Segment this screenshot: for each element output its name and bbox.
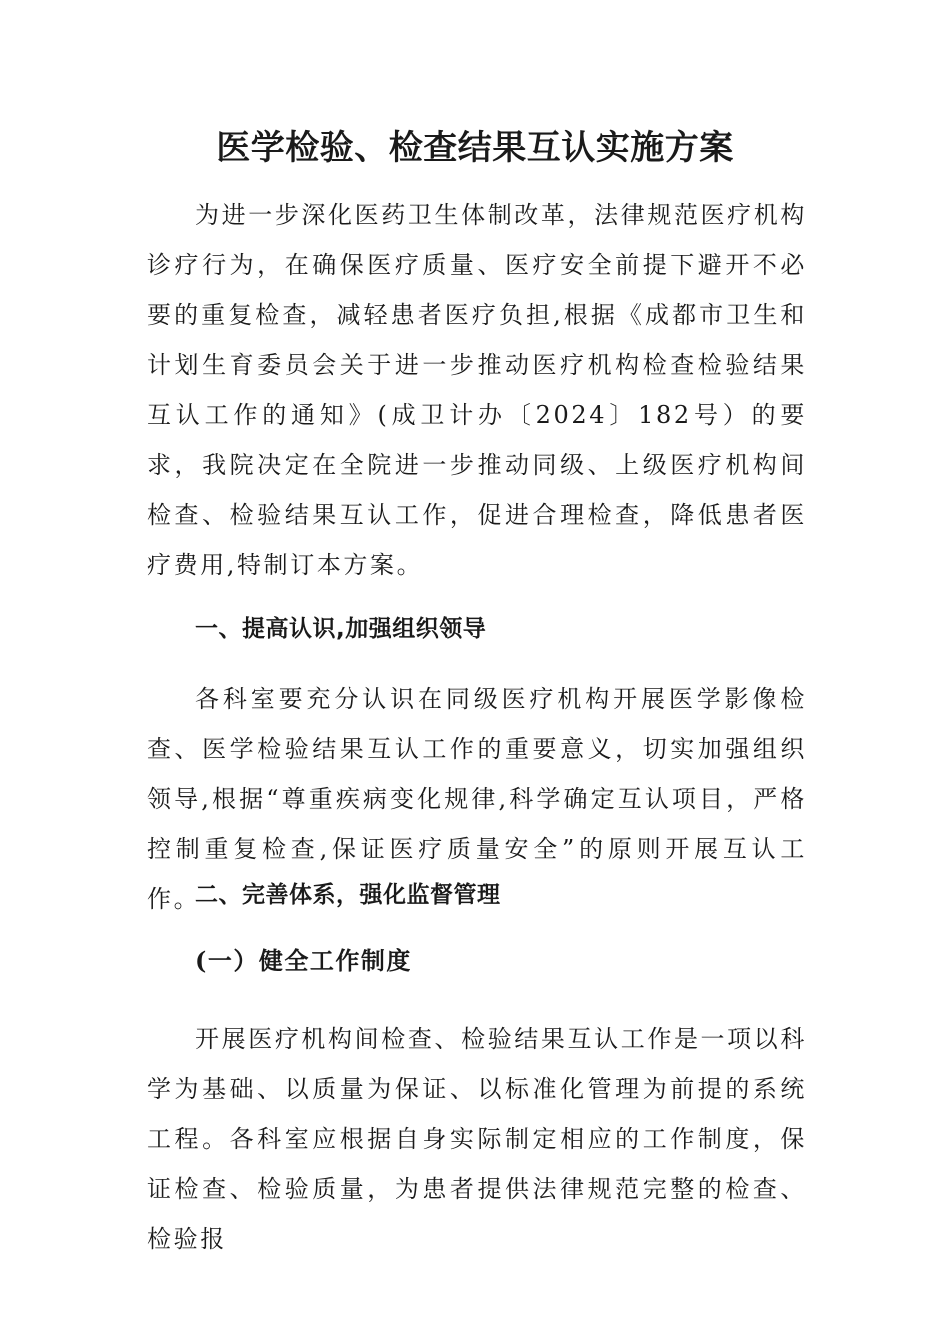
section-1-heading: 一、提高认识,加强组织领导 — [195, 616, 487, 642]
subsection-2-1-paragraph: 开展医疗机构间检查、检验结果互认工作是一项以科学为基础、以质量为保证、以标准化管理为前提的系统工程。各科室应根据自身实际制定相应的工作制度，保证检查、检验质量，为患者提供法律规范完整的检查、检验报 — [147, 1025, 807, 1253]
section-2-heading: 二、完善体系，强化监督管理 — [195, 882, 501, 908]
intro-paragraph: 为进一步深化医药卫生体制改革，法律规范医疗机构诊疗行为，在确保医疗质量、医疗安全前提下避开不必要的重复检查，减轻患者医疗负担,根据《成都市卫生和计划生育委员会关于进一步推动医疗机构检查检验结果互认工作的通知》(成卫计办〔2024〕182号）的要求，我院决定在全院进一步推动同级、上级医疗机构间检查、检验结果互认工作，促进合理检查，降低患者医疗费用,特制订本方案。 — [147, 201, 807, 579]
subsection-2-1-heading: (一）健全工作制度 — [195, 946, 412, 975]
section-1-paragraph: 各科室要充分认识在同级医疗机构开展医学影像检查、医学检验结果互认工作的重要意义，切实加强组织领导,根据“尊重疾病变化规律,科学确定互认项目，严格控制重复检查,保证医疗质量安全”的原则开展互认工作。 — [147, 685, 807, 913]
document-title: 医学检验、检查结果互认实施方案 — [216, 128, 734, 168]
